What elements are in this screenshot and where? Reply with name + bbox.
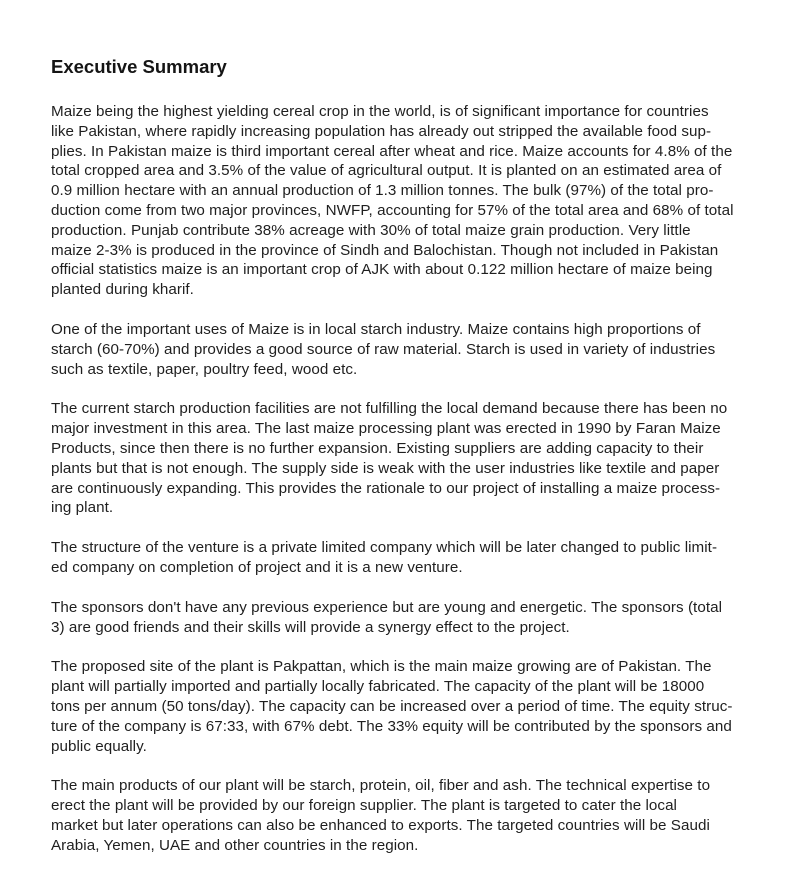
- text-line: maize 2-3% is produced in the province of Sindh and Balochistan. Though not included in Pakistan: [51, 241, 719, 259]
- text-line: Products, since then there is no further expansion. Existing suppliers are adding capacity to their: [51, 439, 704, 457]
- paragraph-sponsors: [51, 598, 761, 638]
- text-line: are continuously expanding. This provides the rationale to our project of installing a maize process-: [51, 479, 721, 497]
- text-line: ing plant.: [51, 499, 114, 517]
- text-line: production. Punjab contribute 38% acreage with 30% of total maize grain production. Very little: [51, 221, 691, 239]
- text-line: Maize being the highest yielding cereal crop in the world, is of significant importance for countries: [51, 103, 709, 120]
- text-line: ture of the company is 67:33, with 67% debt. The 33% equity will be contributed by the sponsors and: [51, 717, 732, 735]
- text-line: The sponsors don't have any previous experience but are young and energetic. The sponsors (total: [51, 598, 723, 616]
- text-line: erect the plant will be provided by our foreign supplier. The plant is targeted to cater the local: [51, 797, 677, 815]
- text-line: One of the important uses of Maize is in local starch industry. Maize contains high proportions of: [51, 320, 701, 338]
- text-line: plants but that is not enough. The supply side is weak with the user industries like textile and paper: [51, 459, 720, 477]
- paragraph-starch-uses: [51, 320, 761, 379]
- text-line: The main products of our plant will be starch, protein, oil, fiber and ash. The technical expertise to: [51, 777, 711, 795]
- paragraph-plant-site: [51, 657, 761, 756]
- text-line: 0.9 million hectare with an annual production of 1.3 million tonnes. The bulk (97%) of the total pro-: [51, 182, 714, 200]
- paragraph-maize-importance: [51, 102, 761, 300]
- paragraph-products: [51, 776, 761, 855]
- text-line: duction come from two major provinces, NWFP, accounting for 57% of the total area and 68% of total: [51, 201, 734, 219]
- document-body: [51, 102, 761, 856]
- text-line: official statistics maize is an important crop of AJK with about 0.122 million hectare of maize being: [51, 261, 713, 279]
- document-page: [51, 54, 761, 876]
- text-line: like Pakistan, where rapidly increasing population has already out stripped the available food sup-: [51, 122, 712, 140]
- text-line: such as textile, paper, poultry feed, wood etc.: [51, 360, 358, 378]
- page-title: Executive Summary: [51, 56, 227, 77]
- text-line: plies. In Pakistan maize is third important cereal after wheat and rice. Maize accounts for 4.8% of the: [51, 142, 733, 160]
- text-line: planted during kharif.: [51, 281, 194, 299]
- text-line: ed company on completion of project and it is a new venture.: [51, 558, 463, 576]
- text-line: major investment in this area. The last maize processing plant was erected in 1990 by Faran Maize: [51, 420, 721, 438]
- text-line: market but later operations can also be enhanced to exports. The targeted countries will be Saudi: [51, 816, 710, 834]
- text-line: plant will partially imported and partially locally fabricated. The capacity of the plant will be 18000: [51, 678, 705, 696]
- text-line: The current starch production facilities are not fulfilling the local demand because there has been no: [51, 400, 728, 418]
- paragraph-venture-structure: [51, 538, 761, 578]
- text-line: starch (60-70%) and provides a good source of raw material. Starch is used in variety of industries: [51, 340, 716, 358]
- text-line: The structure of the venture is a private limited company which will be later changed to public limit-: [51, 539, 718, 557]
- text-line: total cropped area and 3.5% of the value of agricultural output. It is planted on an estimated area of: [51, 162, 722, 180]
- paragraph-production-facilities: [51, 399, 761, 518]
- text-line: The proposed site of the plant is Pakpattan, which is the main maize growing are of Pakistan. The: [51, 658, 712, 676]
- text-line: Arabia, Yemen, UAE and other countries in the region.: [51, 836, 419, 854]
- text-line: 3) are good friends and their skills will provide a synergy effect to the project.: [51, 618, 570, 636]
- text-line: public equally.: [51, 737, 147, 755]
- text-line: tons per annum (50 tons/day). The capacity can be increased over a period of time. The equity struc-: [51, 697, 733, 715]
